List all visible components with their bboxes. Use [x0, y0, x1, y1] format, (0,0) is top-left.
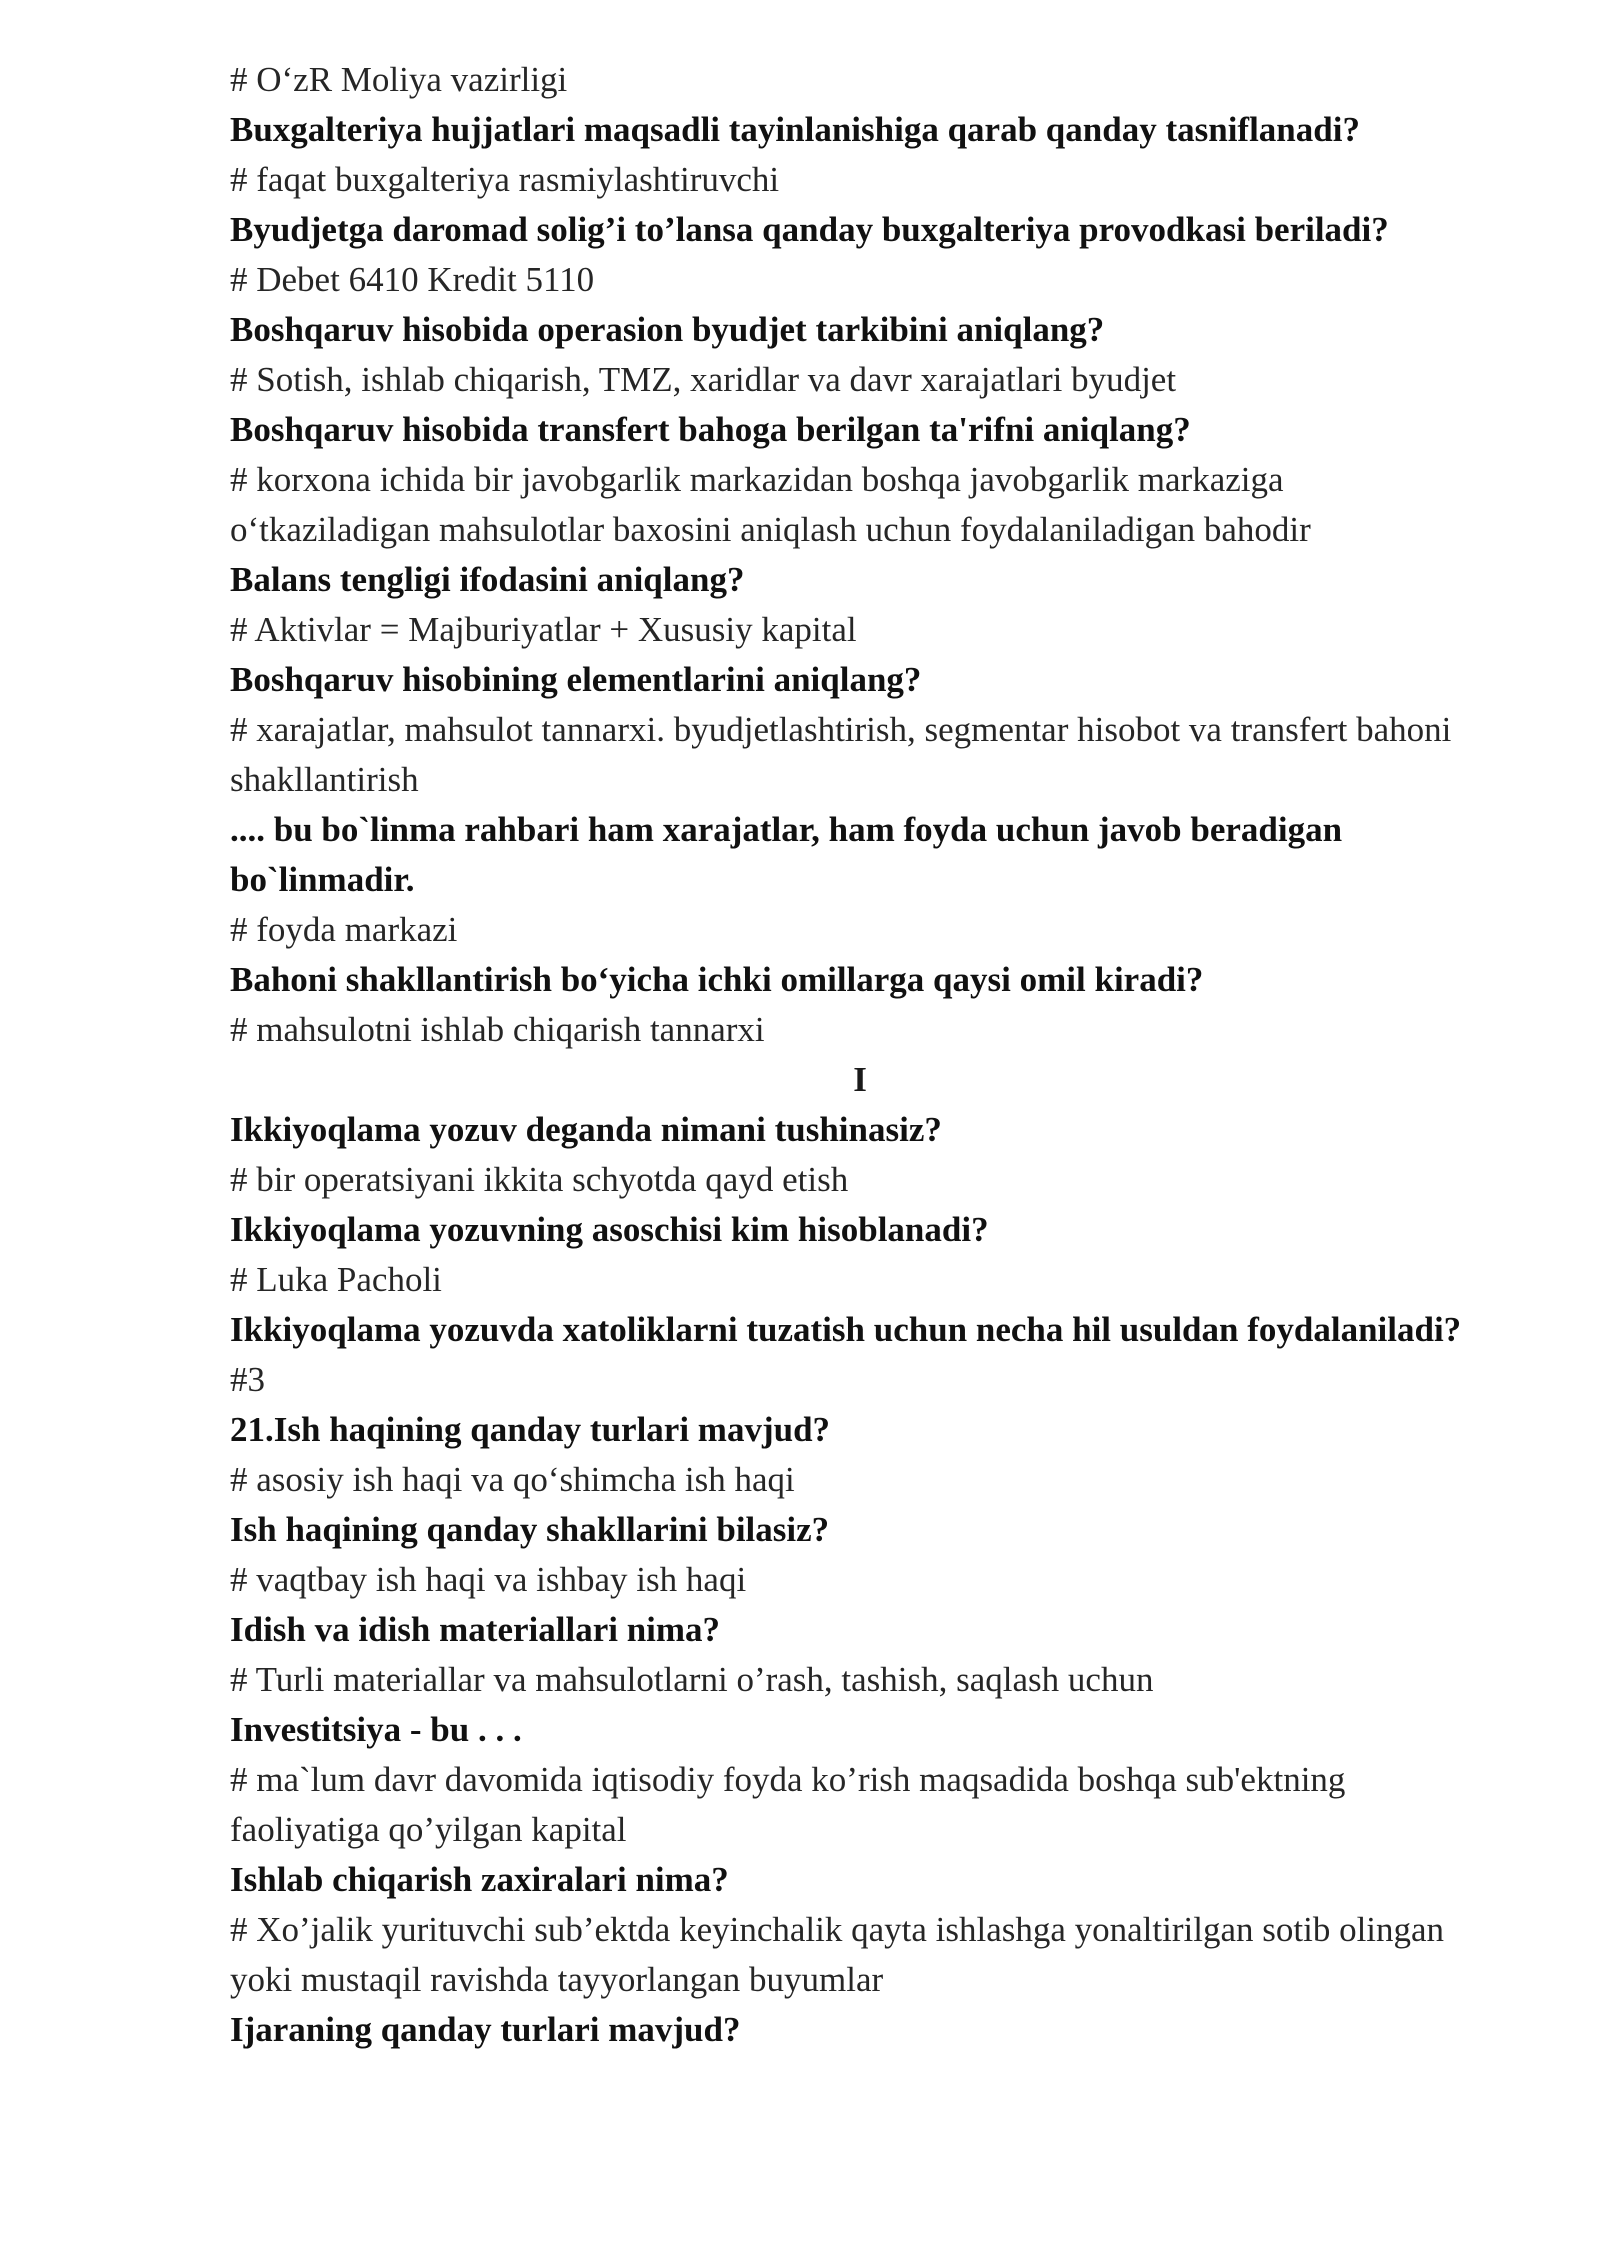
question-line: Balans tengligi ifodasini aniqlang?	[230, 560, 745, 599]
question-line: Byudjetga daromad solig’i to’lansa qanday buxgalteriya provodkasi beriladi?	[230, 210, 1389, 249]
question-line: Ijaraning qanday turlari mavjud?	[230, 2010, 741, 2049]
answer-line: # xarajatlar, mahsulot tannarxi. byudjetlashtirish, segmentar hisobot va transfert bahoni shakllantirish	[230, 710, 1452, 799]
answer-line: # Sotish, ishlab chiqarish, TMZ, xaridlar va davr xarajatlari byudjet	[230, 360, 1177, 399]
question-line: Ikkiyoqlama yozuv deganda nimani tushinasiz?	[230, 1110, 942, 1149]
answer-line: # ma`lum davr davomida iqtisodiy foyda ko’rish maqsadida boshqa sub'ektning faoliyatiga qo’yilgan kapital	[230, 1760, 1346, 1849]
question-line: 21.Ish haqining qanday turlari mavjud?	[230, 1410, 831, 1449]
document-page	[230, 55, 1490, 2055]
question-line: Ikkiyoqlama yozuvning asoschisi kim hisoblanadi?	[230, 1210, 989, 1249]
question-line: Ishlab chiqarish zaxiralari nima?	[230, 1860, 729, 1899]
answer-line: # Turli materiallar va mahsulotlarni o’rash, tashish, saqlash uchun	[230, 1660, 1154, 1699]
question-line: Investitsiya - bu . . .	[230, 1710, 522, 1749]
answer-line: # mahsulotni ishlab chiqarish tannarxi	[230, 1010, 765, 1049]
section-letter-heading: I	[853, 1060, 867, 1099]
answer-line: # vaqtbay ish haqi va ishbay ish haqi	[230, 1560, 747, 1599]
answer-line: # Aktivlar = Majburiyatlar + Xususiy kapital	[230, 610, 857, 649]
question-line: Buxgalteriya hujjatlari maqsadli tayinlanishiga qarab qanday tasniflanadi?	[230, 110, 1360, 149]
question-line: Bahoni shakllantirish bo‘yicha ichki omillarga qaysi omil kiradi?	[230, 960, 1204, 999]
answer-line: # Debet 6410 Kredit 5110	[230, 260, 595, 299]
question-line: .... bu bo`linma rahbari ham xarajatlar, ham foyda uchun javob beradigan bo`linmadir.	[230, 810, 1343, 899]
answer-line: # faqat buxgalteriya rasmiylashtiruvchi	[230, 160, 780, 199]
answer-line: # bir operatsiyani ikkita schyotda qayd etish	[230, 1160, 849, 1199]
question-line: Idish va idish materiallari nima?	[230, 1610, 721, 1649]
answer-line: # O‘zR Moliya vazirligi	[230, 60, 568, 99]
question-line: Ikkiyoqlama yozuvda xatoliklarni tuzatish uchun necha hil usuldan foydalaniladi?	[230, 1310, 1462, 1349]
answer-line: # asosiy ish haqi va qo‘shimcha ish haqi	[230, 1460, 795, 1499]
answer-line: #3	[230, 1360, 265, 1399]
answer-line: # korxona ichida bir javobgarlik markazidan boshqa javobgarlik markaziga o‘tkaziladigan mahsulotlar baxosini aniqlash uchun foydalaniladigan bahodir	[230, 460, 1311, 549]
question-line: Boshqaruv hisobida operasion byudjet tarkibini aniqlang?	[230, 310, 1105, 349]
question-line: Ish haqining qanday shakllarini bilasiz?	[230, 1510, 830, 1549]
answer-line: # Luka Pacholi	[230, 1260, 442, 1299]
answer-line: # foyda markazi	[230, 910, 458, 949]
answer-line: # Xo’jalik yurituvchi sub’ektda keyinchalik qayta ishlashga yonaltirilgan sotib olingan yoki mustaqil ravishda tayyorlangan buyumlar	[230, 1910, 1445, 1999]
question-line: Boshqaruv hisobining elementlarini aniqlang?	[230, 660, 922, 699]
question-line: Boshqaruv hisobida transfert bahoga berilgan ta'rifni aniqlang?	[230, 410, 1191, 449]
